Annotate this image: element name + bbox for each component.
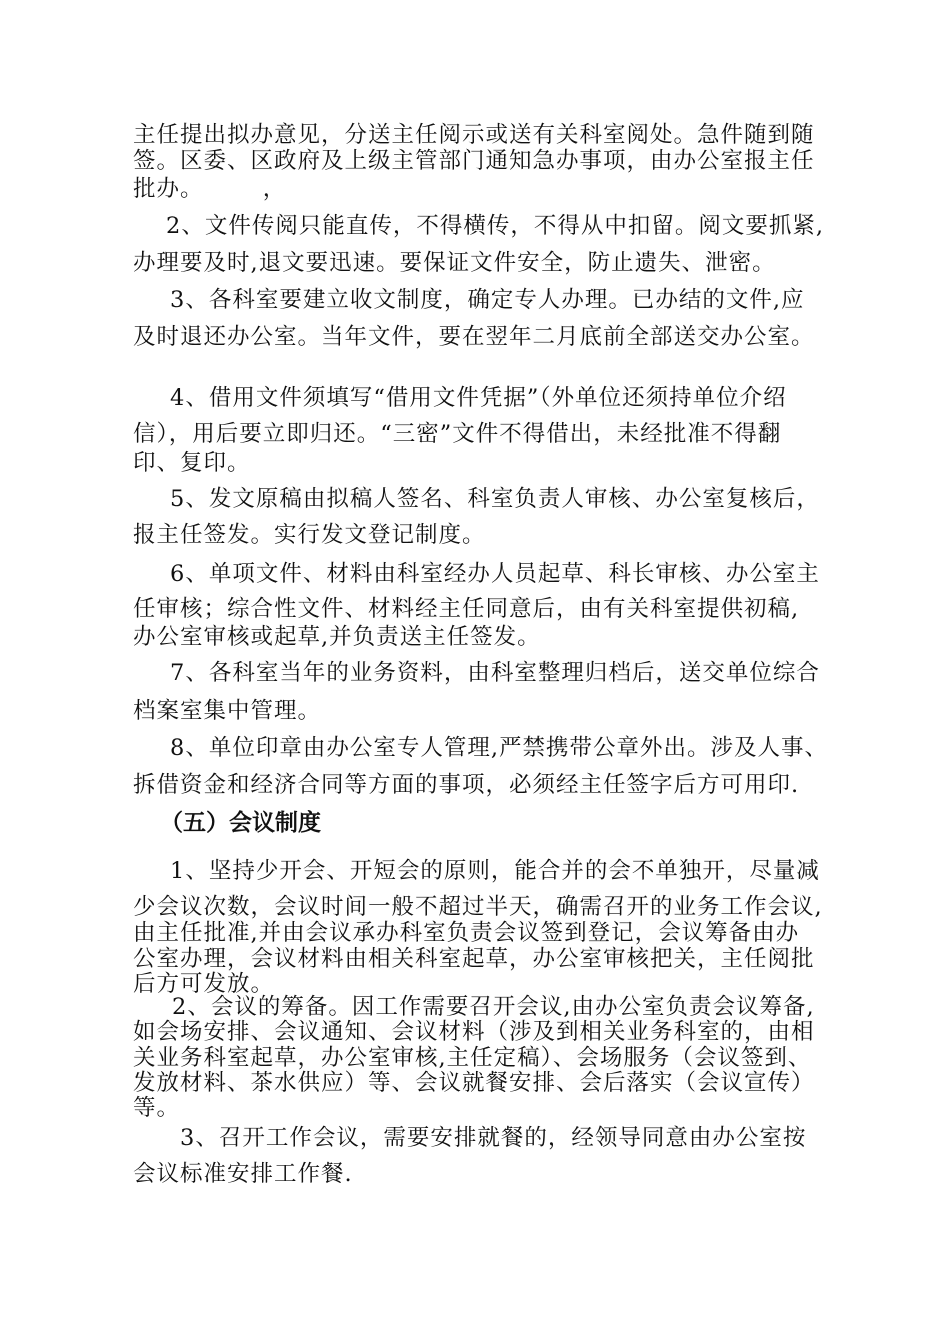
paragraph-line: 2、会议的筹备。因工作需要召开会议,由办公室负责会议筹备,: [172, 994, 815, 1020]
paragraph-line: 3、各科室要建立收文制度，确定专人办理。已办结的文件,应: [170, 287, 805, 313]
paragraph-line: 印、复印。: [133, 450, 251, 476]
paragraph-line: 5、发文原稿由拟稿人签名、科室负责人审核、办公室复核后，: [170, 486, 820, 512]
paragraph-line: 后方可发放。: [133, 971, 275, 997]
paragraph-line: 报主任签发。实行发文登记制度。: [133, 522, 486, 548]
paragraph-line: 6、单项文件、材料由科室经办人员起草、科长审核、办公室主: [170, 561, 820, 587]
paragraph-line: 签。区委、区政府及上级主管部门通知急办事项，由办公室报主任: [133, 148, 815, 174]
paragraph-line: 拆借资金和经济合同等方面的事项，必须经主任签字后方可用印.: [133, 772, 800, 798]
paragraph-line: 7、各科室当年的业务资料，由科室整理归档后，送交单位综合: [170, 660, 820, 686]
paragraph-line: 如会场安排、会议通知、会议材料（涉及到相关业务科室的，由相: [133, 1019, 815, 1045]
paragraph-line: 及时退还办公室。当年文件，要在翌年二月底前全部送交办公室。: [133, 324, 815, 350]
paragraph-line: 由主任批准,并由会议承办科室负责会议签到登记，会议筹备由办: [133, 920, 800, 946]
paragraph-line: 公室办理，会议材料由相关科室起草，办公室审核把关，主任阅批: [133, 946, 815, 972]
paragraph-line: 会议标准安排工作餐.: [133, 1161, 353, 1187]
paragraph-line: 主任提出拟办意见，分送主任阅示或送有关科室阅处。急件随到随: [133, 122, 815, 148]
paragraph-line: 信），用后要立即归还。“三密”文件不得借出，未经批准不得翻: [133, 421, 782, 447]
paragraph-line: 批办。 ，: [133, 176, 287, 202]
paragraph-line: 4、借用文件须填写“借用文件凭据”（外单位还须持单位介绍: [170, 385, 787, 411]
paragraph-line: 发放材料、茶水供应）等、会议就餐安排、会后落实（会议宣传）: [133, 1070, 815, 1096]
paragraph-line: 关业务科室起草，办公室审核,主任定稿）、会场服务（会议签到、: [133, 1045, 812, 1071]
paragraph-line: 2、文件传阅只能直传，不得横传，不得从中扣留。阅文要抓紧,: [166, 213, 824, 239]
paragraph-line: 等。: [133, 1095, 181, 1121]
paragraph-line: 1、坚持少开会、开短会的原则，能合并的会不单独开，尽量减: [170, 858, 820, 884]
paragraph-line: 档案室集中管理。: [133, 698, 322, 724]
paragraph-line: 办公室审核或起草,并负责送主任签发。: [133, 624, 541, 650]
paragraph-line: 少会议次数，会议时间一般不超过半天，确需召开的业务工作会议,: [133, 894, 823, 920]
paragraph-line: 3、召开工作会议，需要安排就餐的，经领导同意由办公室按: [180, 1125, 807, 1151]
section-heading: （五）会议制度: [160, 810, 321, 836]
paragraph-line: 办理要及时,退文要迅速。要保证文件安全，防止遗失、泄密。: [133, 250, 776, 276]
paragraph-line: 任审核；综合性文件、材料经主任同意后，由有关科室提供初稿,: [133, 596, 800, 622]
paragraph-line: 8、单位印章由办公室专人管理,严禁携带公章外出。涉及人事、: [170, 735, 828, 761]
